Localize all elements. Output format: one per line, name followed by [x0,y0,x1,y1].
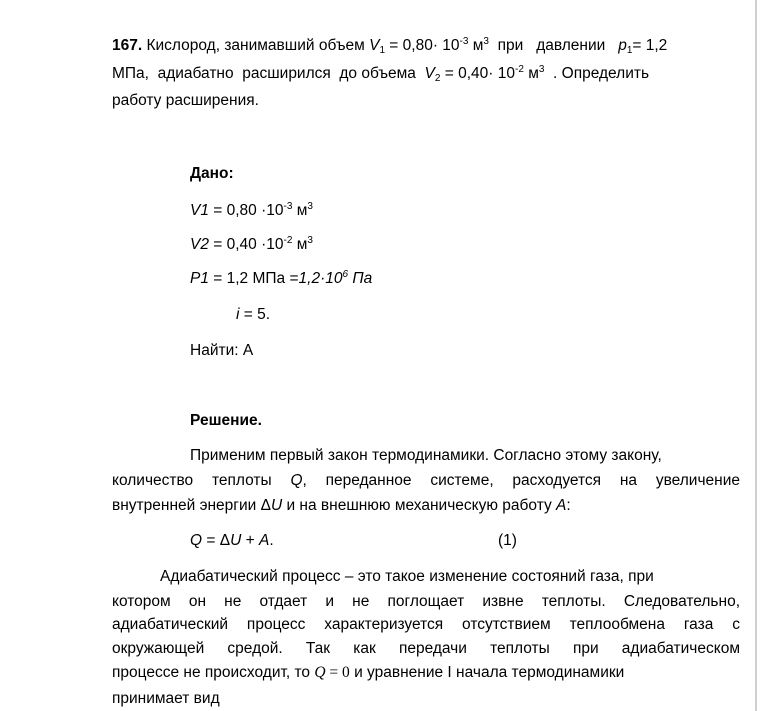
solution-para2-line4: окружающей средой. Так как передачи теплоты при адиабатическом [112,640,740,657]
find-label: Найти: А [190,342,254,359]
equation-first-law: Q = ΔU + A. [190,532,274,549]
solution-heading: Решение. [190,412,262,429]
solution-para2-line6: принимает вид [112,690,220,707]
solution-para2-line1: Адиабатический процесс – это такое изменение состояний газа, при [160,568,654,585]
solution-para1-line2: количество теплоты Q, переданное системе, расходуется на увеличение [112,472,740,489]
problem-number: 167. [112,37,143,54]
given-i: i = 5. [236,306,271,323]
solution-para2-line3: адиабатический процесс характеризуется отсутствием теплообмена газа с [112,616,740,633]
solution-para2-line2: котором он не отдает и не поглощает извне теплоты. Следовательно, [112,593,740,610]
solution-para1-line3: внутренней энергии ΔU и на внешнюю механическую работу A: [112,497,571,514]
given-heading: Дано: [190,165,234,182]
page-edge-line [755,0,757,711]
equation-number: (1) [498,532,517,549]
given-v1: $V1 = 0,80 \cdot 10^{-3}$ $м^3$ [190,201,313,219]
solution-para2-line5: процессе не происходит, то Q = 0 и уравнение I начала термодинамики [112,664,625,681]
solution-para1-line1: Применим первый закон термодинамики. Согласно этому закону, [190,447,662,464]
problem-line-3: работу расширения. [112,92,259,109]
given-v2: $V2 = 0,40 \cdot 10^{-2}$ $м^3$ [190,235,313,253]
problem-line-2: МПа, адиабатно расширился до объема $V_2 = 0,40\cdot 10^{-2}$ $м^3$ . Определить [112,64,650,84]
given-p1: P1 = 1,2 МПа $=1,2\cdot 10^6$ Па [190,269,373,287]
problem-line-1: 167. Кислород, занимавший объем $V_1 = 0,80\cdot 10^{-3}$ $м^3$ при давлении $p_1= 1,2$ [112,36,668,56]
